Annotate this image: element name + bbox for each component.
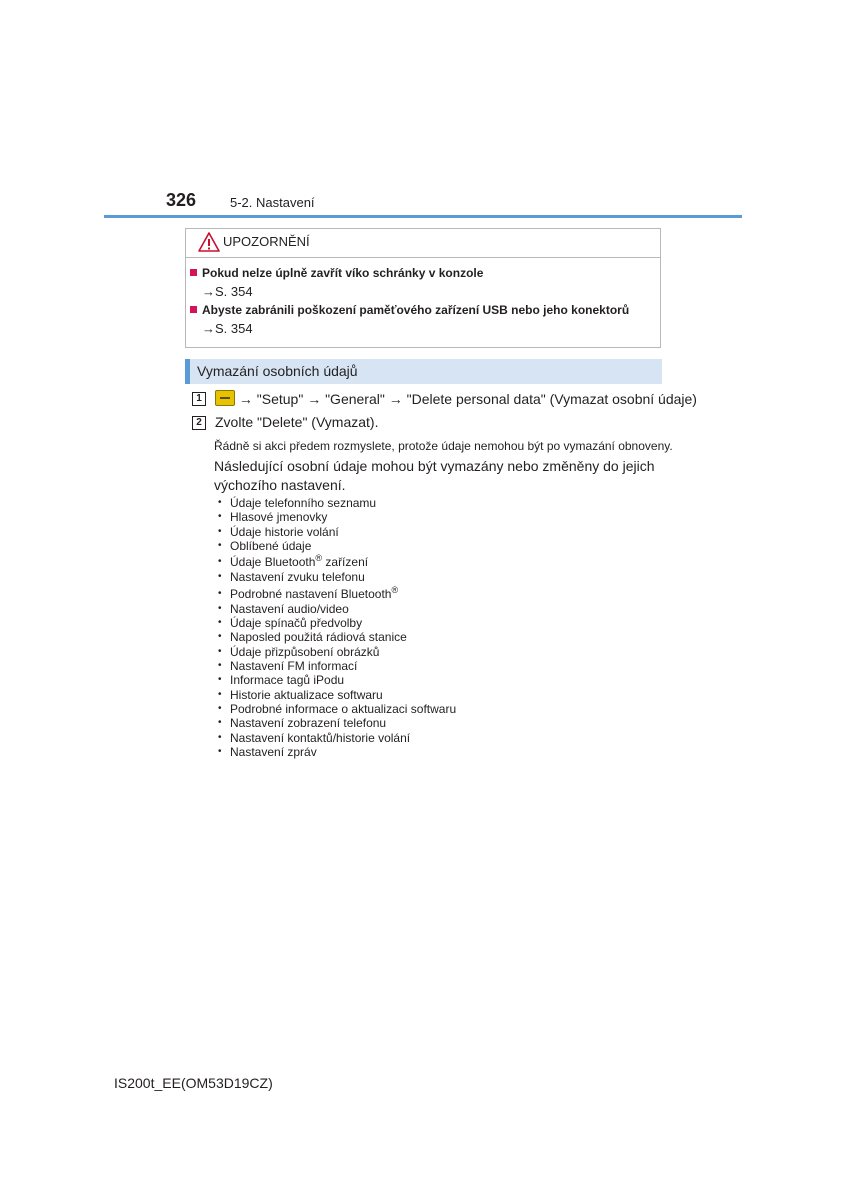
list-item [218, 585, 456, 602]
square-bullet-icon [190, 269, 197, 276]
list-item: • Údaje spínačů předvolby [218, 616, 456, 630]
registered-mark: ® [315, 553, 323, 564]
list-item [218, 553, 456, 570]
list-item: • Naposled použitá rádiová stanice [218, 630, 456, 644]
personal-data-list [218, 496, 456, 760]
list-item: • Historie aktualizace softwaru [218, 688, 456, 702]
caution-item [190, 303, 629, 317]
list-item: • Nastavení zobrazení telefonu [218, 716, 456, 730]
list-item: • Údaje historie volání [218, 525, 456, 539]
body-paragraph: Následující osobní údaje mohou být vymazány nebo změněny do jejich výchozího nastavení. [214, 458, 655, 493]
caution-header [186, 229, 660, 258]
square-bullet-icon [190, 306, 197, 313]
list-item: • Informace tagů iPodu [218, 673, 456, 687]
list-item: • Hlasové jmenovky [218, 510, 456, 524]
header-rule [104, 215, 742, 218]
step-text [215, 390, 697, 407]
caution-item [190, 266, 483, 280]
arrow-right-icon: → [202, 284, 215, 299]
warning-triangle-icon [198, 232, 220, 252]
section-reference: 5-2. Nastavení [230, 195, 315, 210]
list-item: • Nastavení zpráv [218, 745, 456, 759]
list-item: • Nastavení FM informací [218, 659, 456, 673]
list-item: • Údaje telefonního seznamu [218, 496, 456, 510]
list-item-text: Podrobné nastavení Bluetooth [230, 586, 392, 601]
page-ref-text: S. 354 [215, 284, 253, 299]
list-item-text: zařízení [325, 555, 369, 570]
step-instruction: → "Setup" → "General" → "Delete personal data" (Vymazat osobní údaje) [235, 391, 697, 407]
caution-page-ref [202, 284, 253, 299]
subsection-title: Vymazání osobních údajů [197, 363, 358, 379]
step-instruction: Zvolte "Delete" (Vymazat). [215, 414, 379, 430]
step-number-box: 1 [192, 392, 206, 406]
step-note: Řádně si akci předem rozmyslete, protože údaje nemohou být po vymazání obnoveny. [214, 439, 673, 453]
page-ref-text: S. 354 [215, 321, 253, 336]
caution-item-text: Abyste zabránili poškození paměťového zařízení USB nebo jeho konektorů [202, 303, 630, 317]
step-number-box: 2 [192, 416, 206, 430]
list-item: • Údaje přizpůsobení obrázků [218, 645, 456, 659]
list-item: • Podrobné informace o aktualizaci softwaru [218, 702, 456, 716]
subsection-accent [185, 359, 190, 384]
caution-box [185, 228, 661, 348]
caution-title: UPOZORNĚNÍ [223, 234, 310, 249]
caution-item-text: Pokud nelze úplně zavřít víko schránky v konzole [202, 266, 484, 280]
page-number: 326 [166, 190, 197, 210]
list-item: • Oblíbené údaje [218, 539, 456, 553]
registered-mark: ® [391, 584, 399, 595]
list-item: • Nastavení audio/video [218, 602, 456, 616]
menu-button-icon [215, 390, 235, 406]
arrow-right-icon: → [202, 321, 215, 336]
subsection-bar [185, 359, 662, 384]
list-item: • Nastavení zvuku telefonu [218, 570, 456, 584]
caution-page-ref [202, 321, 253, 336]
footer-model-code: IS200t_EE(OM53D19CZ) [114, 1075, 273, 1091]
list-item-text: Údaje Bluetooth [230, 555, 316, 570]
list-item: • Nastavení kontaktů/historie volání [218, 731, 456, 745]
